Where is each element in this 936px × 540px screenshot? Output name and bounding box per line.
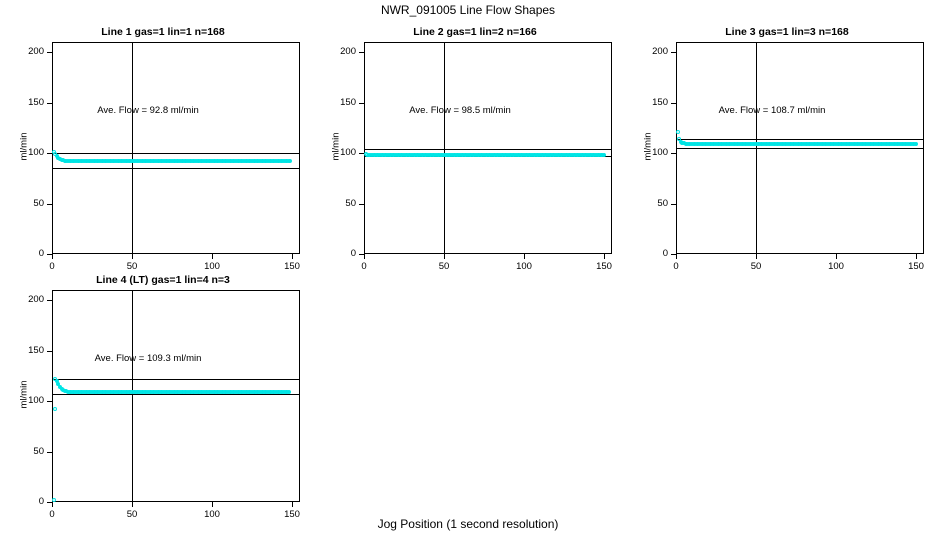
y-axis-label: ml/min — [642, 132, 654, 161]
y-tick-mark — [359, 103, 364, 104]
reference-vline — [756, 43, 757, 253]
y-tick-label: 50 — [33, 445, 44, 457]
y-tick-label: 100 — [340, 147, 356, 159]
y-tick-mark — [47, 52, 52, 53]
reference-vline — [444, 43, 445, 253]
x-tick-label: 0 — [49, 509, 55, 520]
x-tick-label: 150 — [908, 261, 924, 272]
reference-hline — [677, 148, 923, 149]
y-tick-label: 0 — [38, 496, 44, 507]
chart-panel-line-3 — [642, 26, 932, 272]
chart-panel-line-1 — [18, 26, 308, 272]
y-tick-label: 150 — [652, 96, 668, 108]
y-axis-label: ml/min — [330, 132, 342, 161]
plot-area — [52, 42, 300, 254]
y-tick-mark — [47, 153, 52, 154]
x-tick-mark — [132, 254, 133, 259]
y-tick-mark — [47, 300, 52, 301]
reference-vline — [132, 43, 133, 253]
x-tick-mark — [364, 254, 365, 259]
reference-hline — [677, 139, 923, 140]
y-tick-label: 50 — [345, 197, 356, 209]
x-tick-mark — [524, 254, 525, 259]
figure-xlabel: Jog Position (1 second resolution) — [377, 517, 559, 531]
y-tick-label: 50 — [657, 197, 668, 209]
x-tick-label: 50 — [126, 261, 138, 272]
x-tick-mark — [836, 254, 837, 259]
y-tick-label: 200 — [340, 46, 356, 58]
data-point — [52, 498, 56, 502]
y-tick-label: 200 — [652, 46, 668, 58]
y-axis-label: ml/min — [18, 380, 30, 409]
x-tick-mark — [292, 254, 293, 259]
x-tick-label: 0 — [361, 261, 367, 272]
y-tick-mark — [359, 52, 364, 53]
x-tick-label: 0 — [49, 261, 55, 272]
x-tick-label: 0 — [673, 261, 679, 272]
y-tick-label: 50 — [33, 197, 44, 209]
panel-title: Line 1 gas=1 lin=1 n=168 — [101, 26, 225, 38]
y-tick-label: 150 — [340, 96, 356, 108]
panel-title: Line 2 gas=1 lin=2 n=166 — [413, 26, 537, 38]
x-tick-label: 150 — [596, 261, 612, 272]
x-tick-mark — [52, 502, 53, 507]
x-tick-mark — [756, 254, 757, 259]
x-tick-label: 50 — [750, 261, 762, 272]
x-tick-label: 100 — [828, 261, 844, 272]
plot-area — [364, 42, 612, 254]
y-tick-mark — [47, 452, 52, 453]
x-tick-label: 100 — [204, 261, 220, 272]
y-tick-mark — [671, 204, 676, 205]
reference-vline — [132, 291, 133, 501]
figure-title: NWR_091005 Line Flow Shapes — [380, 3, 556, 17]
y-tick-label: 0 — [662, 248, 668, 259]
x-tick-mark — [132, 502, 133, 507]
data-point — [914, 142, 918, 146]
x-tick-mark — [52, 254, 53, 259]
y-tick-label: 0 — [38, 248, 44, 259]
average-flow-annotation: Ave. Flow = 98.5 ml/min — [409, 104, 511, 116]
data-point — [602, 153, 606, 157]
reference-hline — [53, 153, 299, 154]
reference-hline — [53, 394, 299, 395]
x-tick-label: 50 — [126, 509, 138, 520]
y-tick-mark — [47, 351, 52, 352]
y-tick-label: 100 — [28, 147, 44, 159]
y-tick-mark — [671, 103, 676, 104]
average-flow-annotation: Ave. Flow = 109.3 ml/min — [94, 352, 202, 364]
x-tick-mark — [604, 254, 605, 259]
x-tick-label: 50 — [438, 261, 450, 272]
y-tick-label: 200 — [28, 46, 44, 58]
x-tick-mark — [444, 254, 445, 259]
x-tick-mark — [676, 254, 677, 259]
y-tick-mark — [47, 103, 52, 104]
x-tick-mark — [916, 254, 917, 259]
average-flow-annotation: Ave. Flow = 92.8 ml/min — [97, 104, 199, 116]
x-tick-mark — [292, 502, 293, 507]
y-tick-label: 0 — [350, 248, 356, 259]
plot-area — [52, 290, 300, 502]
y-tick-label: 100 — [28, 395, 44, 407]
y-tick-mark — [671, 153, 676, 154]
reference-hline — [365, 149, 611, 150]
x-tick-label: 150 — [284, 261, 300, 272]
y-tick-mark — [47, 204, 52, 205]
y-tick-label: 150 — [28, 96, 44, 108]
data-point — [676, 130, 680, 134]
y-tick-mark — [671, 52, 676, 53]
x-tick-mark — [212, 502, 213, 507]
reference-hline — [53, 379, 299, 380]
panel-title: Line 3 gas=1 lin=3 n=168 — [725, 26, 849, 38]
y-tick-label: 100 — [652, 147, 668, 159]
y-axis-label: ml/min — [18, 132, 30, 161]
x-tick-mark — [212, 254, 213, 259]
reference-hline — [53, 168, 299, 169]
y-tick-label: 200 — [28, 294, 44, 306]
chart-panel-line-4 — [18, 274, 308, 520]
x-tick-label: 150 — [284, 509, 300, 520]
y-tick-mark — [359, 204, 364, 205]
x-tick-label: 100 — [516, 261, 532, 272]
chart-panel-line-2 — [330, 26, 620, 272]
y-tick-label: 150 — [28, 344, 44, 356]
average-flow-annotation: Ave. Flow = 108.7 ml/min — [718, 104, 826, 116]
panel-title: Line 4 (LT) gas=1 lin=4 n=3 — [96, 274, 230, 286]
y-tick-mark — [47, 401, 52, 402]
x-tick-label: 100 — [204, 509, 220, 520]
